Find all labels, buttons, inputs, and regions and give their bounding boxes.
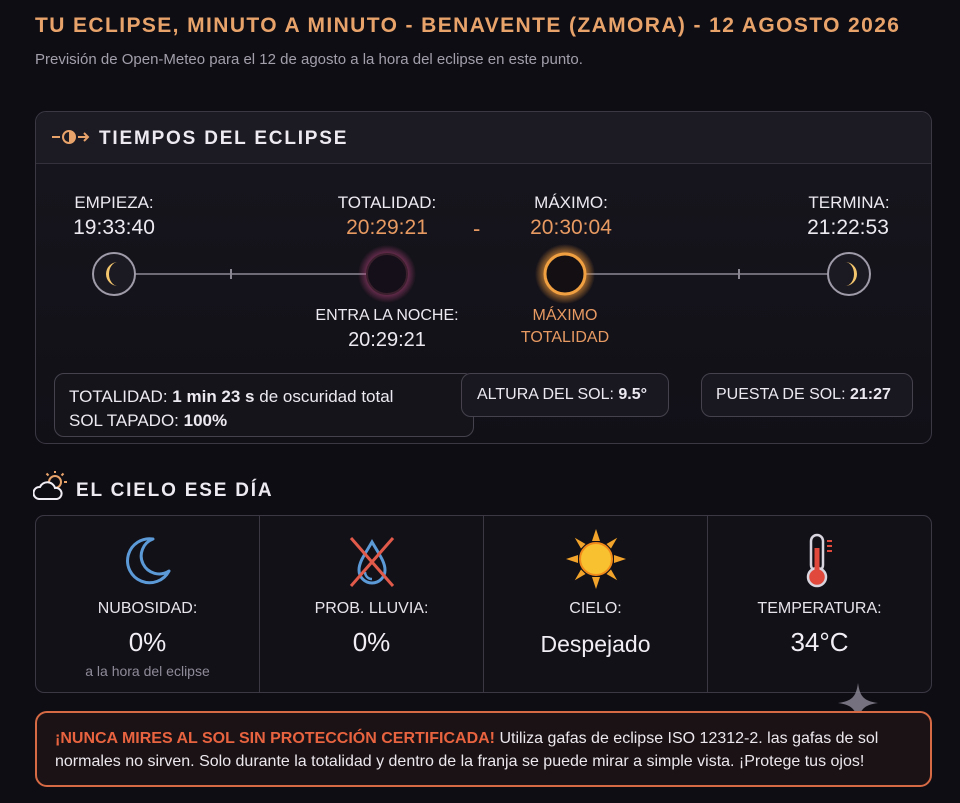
start-label: EMPIEZA:: [74, 193, 154, 212]
rain-probability-cell: [260, 516, 484, 692]
sun-altitude-label: ALTURA DEL SOL:: [477, 386, 614, 403]
weather-grid: [35, 515, 932, 693]
max-totality-label-line1: MÁXIMO: [532, 307, 598, 324]
sky-condition-value: Despejado: [540, 631, 651, 657]
eclipse-times-title: TIEMPOS DEL ECLIPSE: [99, 128, 349, 149]
cloudiness-label: NUBOSIDAD:: [97, 600, 198, 617]
totality-duration-suffix: de oscuridad total: [259, 387, 394, 406]
sun-icon: [565, 528, 627, 590]
max-totality-label-line2: TOTALIDAD: [520, 329, 610, 346]
cloudiness-note: a la hora del eclipse: [85, 663, 210, 679]
temperature-cell: [708, 516, 931, 692]
totality-summary-box: [54, 373, 474, 437]
sun-covered-value: 100%: [183, 411, 228, 430]
maximum-time: 20:30:04: [530, 216, 612, 239]
sun-covered-line: [69, 409, 459, 433]
sun-altitude-value: 9.5°: [618, 386, 648, 403]
cloudiness-cell: [36, 516, 260, 692]
rain-probability-value: 0%: [352, 627, 391, 657]
night-time: 20:29:21: [348, 329, 426, 351]
page-title: TU ECLIPSE, MINUTO A MINUTO - BENAVENTE (ZAMORA) - 12 AGOSTO 2026: [35, 14, 901, 37]
end-time: 21:22:53: [807, 216, 889, 239]
sun-altitude-badge: [461, 373, 669, 417]
sky-condition-cell: [484, 516, 708, 692]
partly-cloudy-icon: [33, 470, 69, 502]
moon-icon: [122, 534, 174, 586]
rain-probability-label: PROB. LLUVIA:: [314, 600, 429, 617]
totality-duration-value: 1 min 23 s: [172, 387, 255, 406]
totality-duration-line: [69, 385, 459, 409]
temperature-label: TEMPERATURA:: [757, 600, 882, 617]
start-time: 19:33:40: [73, 216, 155, 239]
page-subtitle: Previsión de Open-Meteo para el 12 de agosto a la hora del eclipse en este punto.: [35, 51, 583, 68]
temperature-value: 34°C: [790, 627, 849, 657]
sunset-value: 21:27: [849, 386, 891, 403]
night-label: ENTRA LA NOCHE:: [315, 307, 459, 324]
warning-title: ¡NUNCA MIRES AL SOL SIN PROTECCIÓN CERTIFICADA!: [55, 730, 496, 747]
safety-warning: [35, 711, 932, 787]
time-separator: -: [473, 216, 481, 241]
totality-label: TOTALIDAD:: [337, 193, 437, 212]
totality-duration-label: TOTALIDAD:: [69, 387, 168, 406]
sky-condition-label: CIELO:: [569, 600, 622, 617]
maximum-label: MÁXIMO:: [534, 193, 608, 212]
end-label: TERMINA:: [808, 193, 890, 212]
warning-text: Utiliza gafas de eclipse ISO 12312-2. las gafas de sol normales no sirven. Solo durante la totalidad y dentro de la franja se puede mirar a simple vista. ¡Protege tus ojos!: [55, 730, 879, 770]
no-rain-icon: [345, 534, 399, 590]
sky-section-title: EL CIELO ESE DÍA: [76, 480, 274, 501]
eclipse-arrow-icon: [51, 125, 91, 149]
cloudiness-value: 0%: [128, 627, 167, 657]
thermometer-icon: [800, 532, 840, 590]
sun-covered-label: SOL TAPADO:: [69, 411, 179, 430]
sunset-label: PUESTA DE SOL:: [716, 386, 846, 403]
card-header: [36, 112, 931, 164]
sunset-badge: [701, 373, 913, 417]
totality-time: 20:29:21: [346, 216, 428, 239]
